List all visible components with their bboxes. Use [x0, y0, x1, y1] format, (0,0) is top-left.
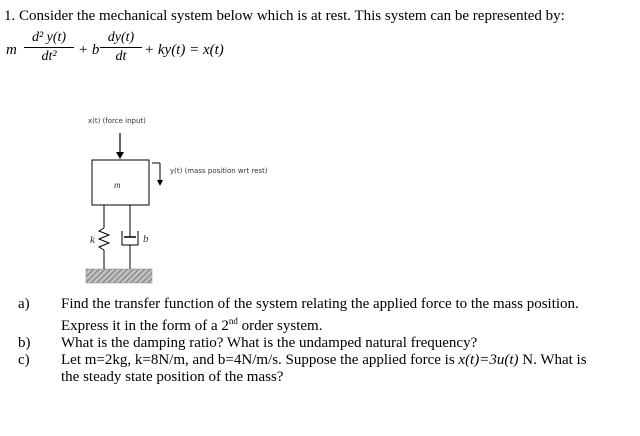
question-b [18, 335, 587, 352]
spring [99, 205, 109, 269]
question-list [18, 296, 587, 386]
mass-position-label: y(t) (mass position wrt rest) [170, 167, 268, 175]
damper [122, 205, 138, 269]
question-b-label: b) [18, 335, 31, 351]
problem-intro: 1. Consider the mechanical system below which is at rest. This system can be represented by: [4, 8, 565, 24]
eq-frac1-denominator: dt² [41, 49, 57, 64]
eq-coef-m: m [6, 42, 17, 58]
question-c-line1: Let m=2kg, k=8N/m, and b=4N/m/s. Suppose the applied force is x(t)=3u(t) N. What is [61, 352, 587, 368]
eq-remainder: + ky(t) = x(t) [144, 42, 224, 58]
force-arrow [116, 133, 124, 159]
question-a-line2: Express it in the form of a 2nd order system. [61, 316, 323, 334]
eq-frac2-denominator: dt [115, 49, 127, 64]
damping-coefficient-label: b [143, 233, 149, 245]
spring-constant-label: k [90, 234, 95, 246]
mass-label: m [114, 180, 121, 190]
force-input-label: x(t) (force input) [88, 117, 146, 125]
question-c-label: c) [18, 352, 30, 368]
question-c-line2: the steady state position of the mass? [61, 369, 284, 385]
position-arrow [152, 163, 163, 186]
eq-frac2-numerator: dy(t) [107, 30, 135, 45]
question-c [18, 352, 587, 386]
question-a [18, 296, 587, 335]
eq-plus-b: + b [78, 42, 100, 58]
question-a-label: a) [18, 296, 30, 312]
question-a-line1: Find the transfer function of the system relating the applied force to the mass position. [61, 296, 579, 312]
question-b-line1: What is the damping ratio? What is the undamped natural frequency? [61, 335, 478, 351]
ground [86, 269, 152, 283]
eq-frac1-numerator: d² y(t) [31, 30, 67, 45]
